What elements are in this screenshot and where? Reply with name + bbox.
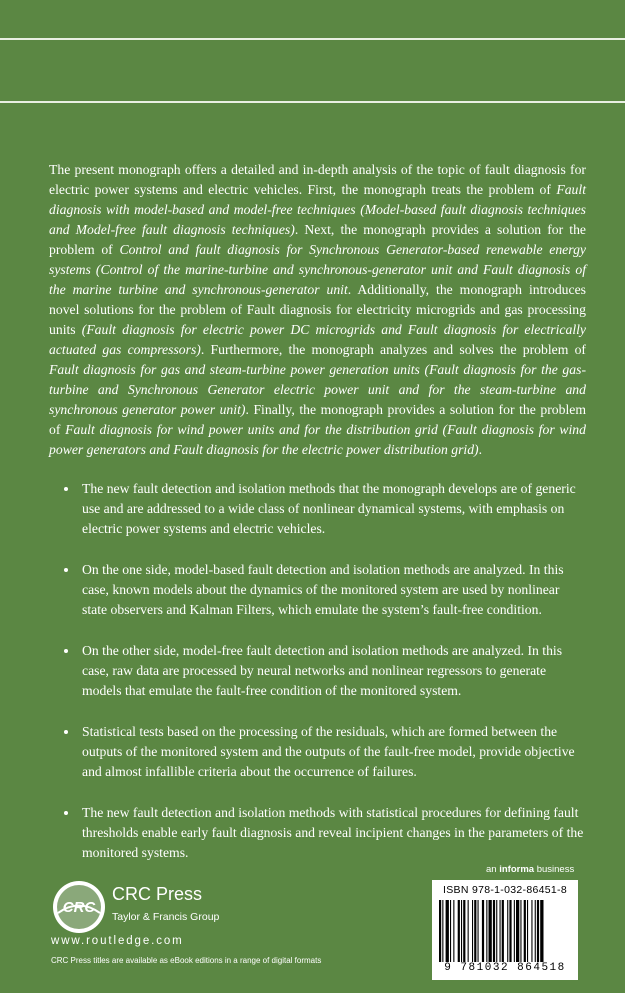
- description-italic-segment: Fault diagnosis for wind power units and for the distribution grid (Fault diagnosis for wind power generators and Fault diagnosis for the electric power distribution grid): [49, 422, 586, 457]
- barcode-icon: [439, 900, 571, 962]
- description-italic-segment: Control and fault diagnosis for Synchronous Generator-based renewable energy systems (Control of the marine-turbine and synchronous-generator unit and Fault diagnosis of the marine turbine and synchronous-generator unit: [49, 242, 586, 297]
- barcode-bar: [524, 900, 526, 962]
- description-segment: . Additionally, the monograph introduces novel solutions for the problem of Fault diagnosis for electricity microgrids and gas processing units: [49, 282, 586, 337]
- barcode-bar: [472, 900, 473, 962]
- bullet-text: The new fault detection and isolation methods with statistical procedures for defining fault thresholds enable early fault diagnosis and reveal incipient changes in the parameters of the monitored systems.: [82, 805, 584, 860]
- isbn-label: ISBN 978-1-032-86451-8: [443, 884, 567, 896]
- description-segment: The present monograph offers a detailed and in-depth analysis of the topic of fault diagnosis for electric power systems and electric vehicles. First, the monograph treats the problem of: [49, 162, 586, 197]
- barcode-bar: [489, 900, 492, 962]
- barcode-bar: [458, 900, 460, 962]
- description-italic-segment: Fault diagnosis for gas and steam-turbine power generation units (Fault diagnosis for the gas-turbine and Synchronous Generator electric power unit and for the steam-turbine and synchronous generator power unit): [49, 362, 586, 417]
- bullet-item: [49, 722, 586, 782]
- publisher-name: CRC Press: [112, 884, 203, 904]
- bullet-dot-icon: [64, 730, 68, 734]
- description-segment: .: [478, 442, 483, 457]
- barcode-bar: [442, 900, 443, 962]
- barcode-bar: [509, 900, 511, 962]
- bullet-dot-icon: [64, 811, 68, 815]
- bullet-item: [49, 641, 586, 701]
- barcode-bar: [453, 900, 454, 962]
- svg-text:CRC: CRC: [62, 899, 96, 916]
- barcode-bar: [514, 900, 515, 962]
- feature-bullet-list: [49, 479, 586, 863]
- barcode-bar: [450, 900, 451, 962]
- barcode-bar: [520, 900, 521, 962]
- ebook-note: CRC Press titles are available as eBook editions in a range of digital formats: [51, 956, 322, 965]
- bullet-text: The new fault detection and isolation methods that the monograph develops are of generic use and are addressed to a wide class of nonlinear dynamical systems, with emphasis on electric power systems and electric vehicles.: [82, 481, 576, 536]
- description-segment: . Finally, the monograph provides a solution for the problem of: [49, 402, 586, 437]
- barcode-bar: [516, 900, 519, 962]
- barcode-bar: [507, 900, 508, 962]
- description-italic-segment: (Fault diagnosis for electric power DC microgrids and Fault diagnosis for electrically actuated gas compressors): [49, 322, 586, 357]
- barcode-bar: [461, 900, 462, 962]
- description-segment: . Furthermore, the monograph analyzes and solves the problem of: [200, 342, 586, 357]
- bullet-text: On the one side, model-based fault detection and isolation methods are analyzed. In this case, known models about the dynamics of the monitored system are used by nonlinear state observers and Kalman Filters, which emulate the system’s fault-free condition.: [82, 562, 564, 617]
- barcode-bar: [535, 900, 536, 962]
- bullet-text: On the other side, model-free fault detection and isolation methods are analyzed. In this case, raw data are processed by neural networks and nonlinear regressors to generate models that emulate the fault-free condition of the monitored system.: [82, 643, 563, 698]
- barcode-bar: [446, 900, 449, 962]
- publisher-url: www.routledge.com: [51, 935, 184, 947]
- informa-tagline: an informa business: [486, 864, 575, 875]
- bullet-text: Statistical tests based on the processing of the residuals, which are formed between the outputs of the monitored system and the outputs of the fault-free model, provide objective and almost infallible criteria about the occurrence of failures.: [82, 724, 575, 779]
- crc-press-logo-icon: [52, 880, 106, 934]
- barcode-bar: [463, 900, 465, 962]
- barcode-bar: [478, 900, 479, 962]
- back-cover-content: [49, 160, 586, 884]
- barcode-bar: [527, 900, 528, 962]
- bullet-item: [49, 479, 586, 539]
- barcode-bar: [502, 900, 504, 962]
- bullet-dot-icon: [64, 487, 68, 491]
- barcode-bar: [531, 900, 532, 962]
- publisher-group: Taylor & Francis Group: [112, 911, 220, 923]
- barcode-bar: [500, 900, 501, 962]
- barcode-bar: [496, 900, 497, 962]
- barcode-bar: [540, 900, 543, 962]
- bullet-item: [49, 803, 586, 863]
- bullet-item: [49, 560, 586, 620]
- barcode-bar: [468, 900, 469, 962]
- barcode-bar: [439, 900, 441, 962]
- bullet-dot-icon: [64, 568, 68, 572]
- barcode-bar: [486, 900, 487, 962]
- bottom-rule: [0, 101, 625, 103]
- top-rule: [0, 38, 625, 40]
- description-italic-segment: Fault diagnosis with model-based and model-free techniques (Model-based fault diagnosis techniques and Model-free fault diagnosis techniques): [49, 182, 586, 237]
- bullet-dot-icon: [64, 649, 68, 653]
- book-description: [49, 160, 586, 460]
- isbn-barcode: [432, 880, 578, 980]
- barcode-bar: [482, 900, 484, 962]
- barcode-bar: [537, 900, 539, 962]
- barcode-digits: 9 781032 864518: [444, 962, 566, 974]
- description-segment: . Next, the monograph provides a solution for the problem of: [49, 222, 586, 257]
- barcode-bar: [493, 900, 495, 962]
- barcode-bar: [474, 900, 476, 962]
